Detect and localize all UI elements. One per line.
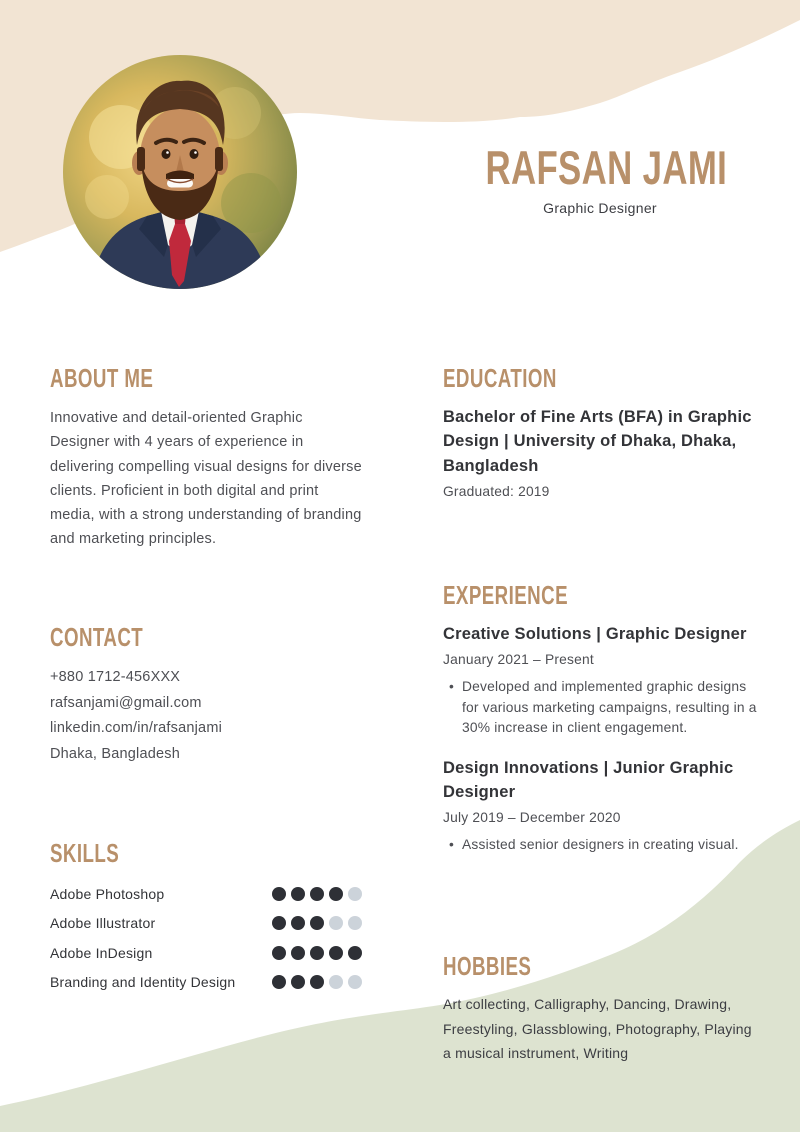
about-text: Innovative and detail-oriented Graphic Designer with 4 years of experience in delivering compelling visual designs for diverse clients. Proficient in both digital and print media, with a strong understanding of branding and marketing principles. [50, 410, 362, 548]
skill-dot [348, 916, 362, 930]
job-period: January 2021 – Present [443, 652, 594, 668]
skill-rating [272, 887, 362, 901]
section-contact [50, 624, 362, 767]
profile-photo [63, 55, 297, 289]
experience-heading [443, 582, 761, 608]
job-bullet: • Developed and implemented graphic designs for various marketing campaigns, resulting in a 30% increase in client engagement. [443, 677, 761, 738]
contact-heading-text: CONTACT [50, 622, 144, 652]
name-text: RAFSAN JAMI [485, 141, 728, 194]
skill-dot [348, 887, 362, 901]
skill-dot [291, 975, 305, 989]
skill-rating [272, 916, 362, 930]
contact-location: Dhaka, Bangladesh [50, 745, 180, 762]
degree-title: Bachelor of Fine Arts (BFA) in Graphic Design | University of Dhaka, Dhaka, Bangladesh [443, 408, 752, 475]
job-bullets [443, 677, 761, 738]
skill-label: Adobe Photoshop [50, 885, 165, 902]
skill-label: Adobe InDesign [50, 944, 153, 961]
skill-dot [291, 887, 305, 901]
hobbies-heading-text: HOBBIES [443, 951, 532, 981]
skill-dot [291, 946, 305, 960]
job-entry [443, 622, 761, 739]
skill-dot [310, 975, 324, 989]
section-experience [443, 582, 761, 856]
job-title: Creative Solutions | Graphic Designer [443, 625, 747, 643]
skill-dot [348, 946, 362, 960]
skill-dot [329, 887, 343, 901]
skill-dot [348, 975, 362, 989]
skill-row [50, 968, 362, 998]
skills-heading-text: SKILLS [50, 838, 120, 868]
education-heading-text: EDUCATION [443, 363, 557, 393]
about-heading [50, 365, 362, 391]
section-skills [50, 840, 362, 997]
skill-dot [329, 916, 343, 930]
skill-dot [310, 887, 324, 901]
section-about [50, 365, 362, 552]
hobbies-text: Art collecting, Calligraphy, Dancing, Drawing, Freestyling, Glassblowing, Photography, Playing a musical instrument, Writing [443, 996, 752, 1062]
job-bullets [443, 835, 761, 855]
skill-rating [272, 975, 362, 989]
contact-email: rafsanjami@gmail.com [50, 694, 202, 711]
contact-phone: +880 1712-456XXX [50, 669, 181, 685]
contact-linkedin: linkedin.com/in/rafsanjami [50, 720, 223, 737]
experience-heading-text: EXPERIENCE [443, 580, 568, 610]
skill-row [50, 879, 362, 909]
skills-heading [50, 840, 362, 866]
contact-heading [50, 624, 362, 650]
skill-row [50, 938, 362, 968]
job-entry [443, 756, 761, 856]
hobbies-heading [443, 953, 755, 979]
page-title [443, 143, 757, 193]
header-block [443, 143, 757, 216]
skill-dot [310, 946, 324, 960]
skill-dot [272, 946, 286, 960]
skill-label: Branding and Identity Design [50, 974, 236, 991]
skill-dot [310, 916, 324, 930]
skill-dot [272, 887, 286, 901]
skill-row [50, 909, 362, 939]
job-subtitle: Graphic Designer [543, 200, 657, 216]
skill-dot [329, 975, 343, 989]
skill-dot [291, 916, 305, 930]
about-heading-text: ABOUT ME [50, 363, 154, 393]
skill-dot [329, 946, 343, 960]
section-education [443, 365, 761, 499]
skill-rating [272, 946, 362, 960]
graduation-date: Graduated: 2019 [443, 484, 550, 500]
section-hobbies [443, 953, 755, 1066]
job-bullet: • Assisted senior designers in creating visual. [443, 835, 761, 855]
education-heading [443, 365, 761, 391]
job-title: Design Innovations | Junior Graphic Designer [443, 758, 734, 802]
job-period: July 2019 – December 2020 [443, 810, 621, 826]
skill-label: Adobe Illustrator [50, 915, 156, 932]
skill-dot [272, 916, 286, 930]
skill-dot [272, 975, 286, 989]
